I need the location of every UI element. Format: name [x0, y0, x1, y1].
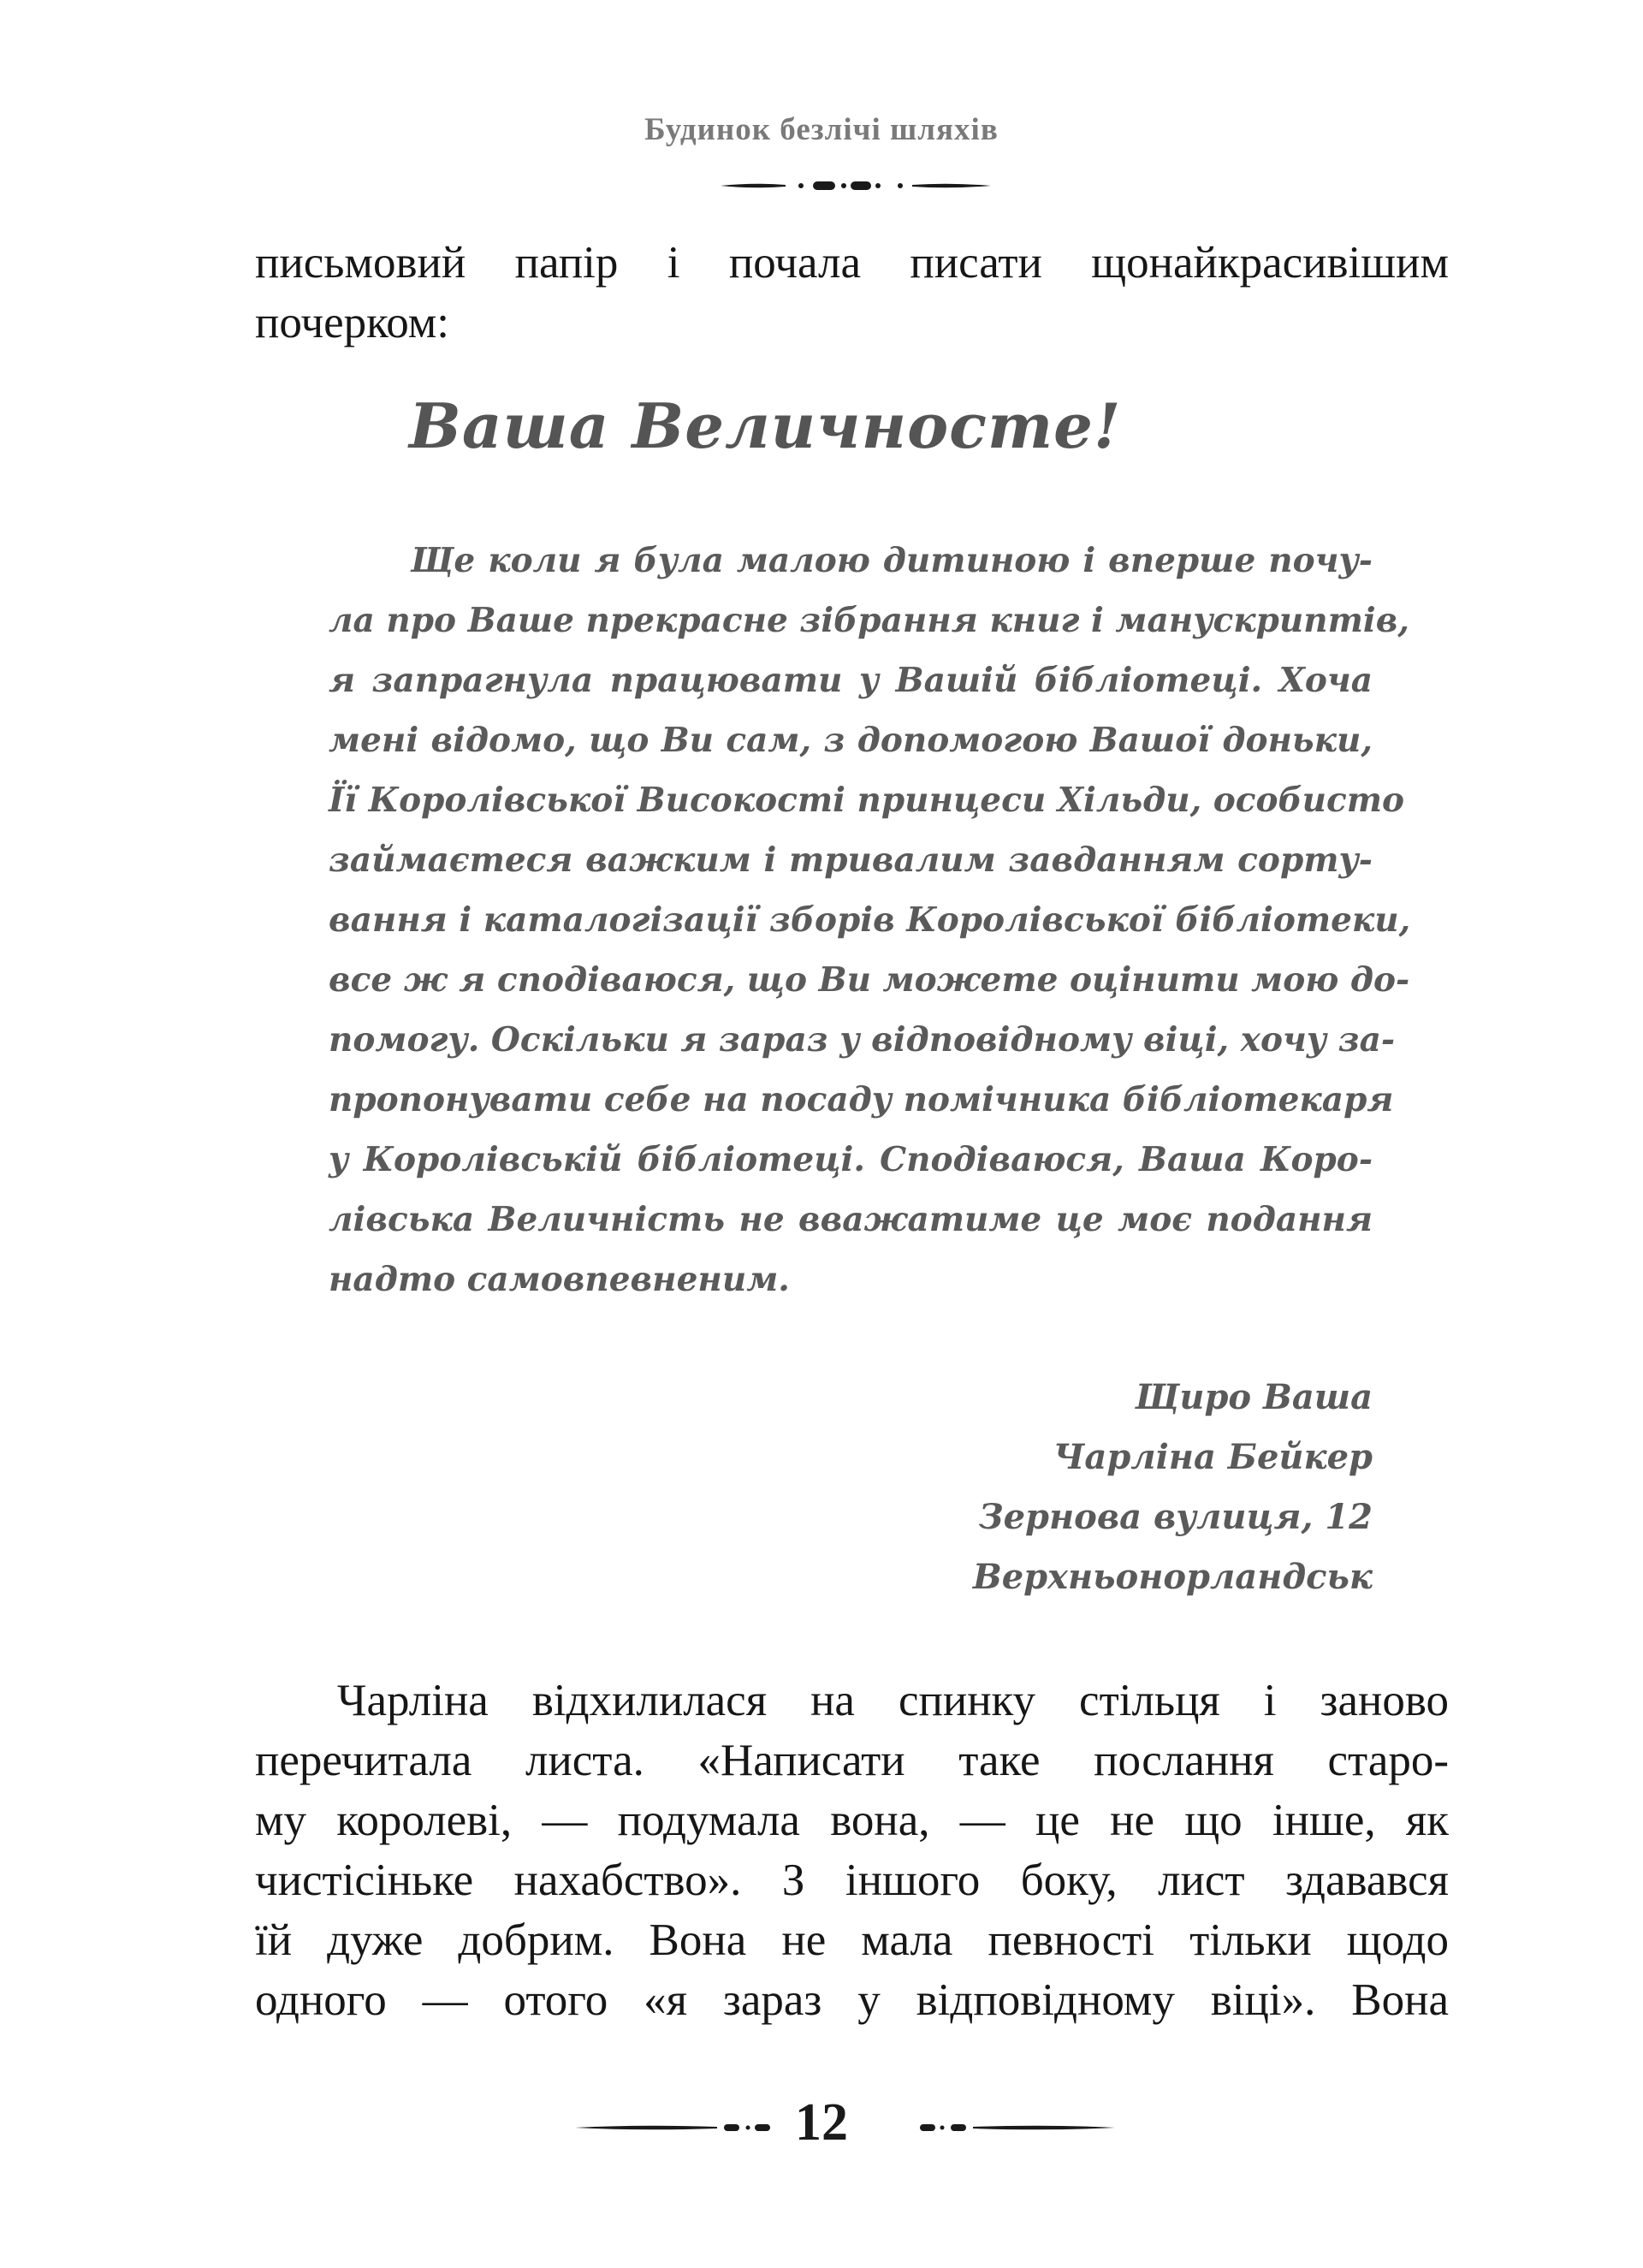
text-line: перечитала листа. «Написати таке послання старо-: [255, 1736, 1449, 1785]
letter-line: ла про Ваше прекрасне зібрання книг і манускриптів,: [329, 601, 1409, 640]
letter-line: у Королівській бібліотеці. Сподіваюся, Ваша Коро-: [329, 1140, 1373, 1179]
signature-city: Верхньонорландськ: [972, 1557, 1373, 1597]
letter-line: мені відомо, що Ви сам, з допомогою Вашої доньки,: [329, 721, 1373, 760]
running-head-title: Будинок безлічі шляхів: [644, 112, 999, 147]
letter-line: вання і каталогізації зборів Королівської бібліотеки,: [329, 900, 1411, 940]
text-line: му королеві, — подумала вона, — це не що інше, як: [255, 1796, 1449, 1845]
letter-line: надто самовпевненим.: [329, 1260, 790, 1299]
text-line: Чарліна відхилилася на спинку стільця і заново: [337, 1676, 1449, 1725]
letter-line: лівська Величність не вважатиме це моє подання: [329, 1200, 1373, 1239]
letter-line: я запрагнула працювати у Вашій бібліотеці. Хоча: [329, 661, 1373, 700]
text-line: почерком:: [255, 298, 449, 347]
text-line: письмовий папір і почала писати щонайкрасивішим: [255, 238, 1449, 288]
letter-line: пропонувати себе на посаду помічника бібліотекаря: [329, 1080, 1394, 1119]
letter-line: займаєтеся важким і тривалим завданням сорту-: [329, 840, 1373, 880]
letter-line: все ж я сподіваюся, що Ви можете оцінити мою до-: [329, 960, 1410, 1000]
letter-line: помогу. Оскільки я зараз у відповідному віці, хочу за-: [329, 1020, 1396, 1060]
text-line: їй дуже добрим. Вона не мала певності тільки щодо: [255, 1915, 1449, 1965]
letter-line: Ще коли я була малою дитиною і вперше почу-: [411, 541, 1373, 580]
signature-street: Зернова вулиця, 12: [978, 1497, 1373, 1537]
letter-line: Її Королівської Високості принцеси Хільди, особисто: [329, 781, 1405, 820]
text-line: одного — отого «я зараз у відповідному віці». Вона: [255, 1975, 1449, 2025]
letter-salutation: Ваша Величносте!: [409, 389, 1122, 462]
letter-signature: [973, 1368, 1373, 1607]
letter-body: [329, 531, 1411, 1309]
text-line: чистісіньке нахабство». З іншого боку, лист здавався: [255, 1855, 1449, 1905]
top-paragraph: [255, 233, 1449, 353]
footer-ornament-right-icon: [911, 2120, 1117, 2135]
bottom-paragraph: [255, 1671, 1449, 2030]
signature-closing: Щиро Ваша: [1135, 1377, 1373, 1417]
signature-name: Чарліна Бейкер: [1053, 1437, 1373, 1477]
page-footer: [0, 2093, 1643, 2161]
page-number: 12: [795, 2093, 848, 2152]
header-ornament-icon: [719, 176, 993, 195]
